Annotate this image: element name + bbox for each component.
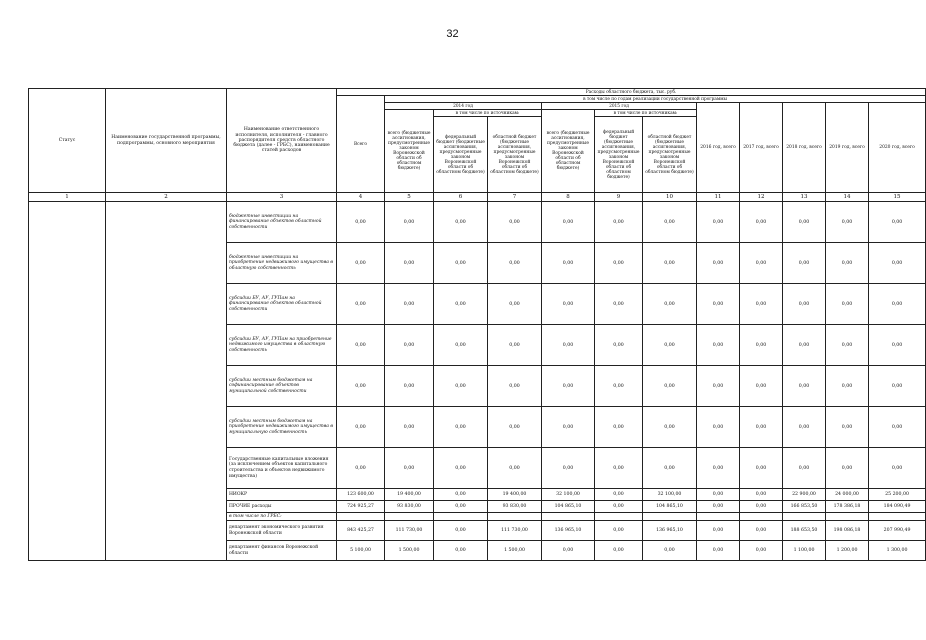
- value-cell: 5 100,00: [337, 541, 385, 561]
- row-label: департамент финансов Воронежской области: [227, 541, 337, 561]
- value-cell: 104 865,10: [643, 501, 697, 513]
- value-cell: 1 500,00: [488, 541, 542, 561]
- value-cell: [542, 513, 595, 521]
- value-cell: 0,00: [542, 284, 595, 325]
- value-cell: 188 653,50: [783, 521, 826, 541]
- value-cell: 0,00: [434, 366, 488, 407]
- value-cell: 0,00: [783, 407, 826, 448]
- value-cell: 0,00: [595, 325, 643, 366]
- value-cell: 0,00: [697, 501, 740, 513]
- value-cell: 0,00: [697, 325, 740, 366]
- header-2015-federal: федеральный бюджет (бюджетные ассигнования, предусмотренные законом Воронежской области об областном бюджете): [595, 117, 643, 193]
- header-expenses: Расходы областного бюджета, тыс. руб.: [337, 89, 926, 96]
- value-cell: 0,00: [385, 325, 434, 366]
- table-body: [29, 202, 926, 561]
- value-cell: 0,00: [542, 243, 595, 284]
- column-number: 4: [337, 193, 385, 202]
- value-cell: 32 100,00: [542, 489, 595, 501]
- value-cell: 0,00: [542, 366, 595, 407]
- value-cell: 136 965,10: [542, 521, 595, 541]
- column-number: 7: [488, 193, 542, 202]
- value-cell: 0,00: [783, 243, 826, 284]
- row-label: субсидии БУ, АУ, ГУПам на приобретение недвижимого имущества в областную собственность: [227, 325, 337, 366]
- value-cell: 0,00: [740, 501, 783, 513]
- value-cell: 0,00: [783, 284, 826, 325]
- value-cell: 0,00: [337, 407, 385, 448]
- header-total: Всего: [337, 96, 385, 193]
- value-cell: 136 965,10: [643, 521, 697, 541]
- value-cell: 1 100,00: [783, 541, 826, 561]
- value-cell: 0,00: [697, 407, 740, 448]
- value-cell: 0,00: [697, 448, 740, 489]
- value-cell: [385, 513, 434, 521]
- page-number: 32: [446, 28, 459, 40]
- value-cell: 0,00: [740, 325, 783, 366]
- header-responsible: Наименование ответственного исполнителя, исполнителя - главного распорядителя средств областного бюджета (далее - ГРБС), наименование статей расходов: [227, 89, 337, 193]
- value-cell: 0,00: [697, 541, 740, 561]
- value-cell: 207 990,49: [869, 521, 926, 541]
- header-2019: 2019 год, всего: [826, 103, 869, 193]
- value-cell: 0,00: [826, 407, 869, 448]
- column-number: 8: [542, 193, 595, 202]
- status-cell: [29, 202, 106, 561]
- value-cell: 724 925,27: [337, 501, 385, 513]
- value-cell: 166 853,50: [783, 501, 826, 513]
- value-cell: 0,00: [869, 407, 926, 448]
- value-cell: 0,00: [385, 407, 434, 448]
- header-year-2015: 2015 год: [542, 103, 697, 110]
- value-cell: 0,00: [869, 202, 926, 243]
- value-cell: 0,00: [740, 541, 783, 561]
- row-label: бюджетные инвестиции на приобретение недвижимого имущества в областную собственность: [227, 243, 337, 284]
- row-label: субсидии БУ, АУ, ГУПам на финансирование объектов областной собственности: [227, 284, 337, 325]
- value-cell: 0,00: [434, 489, 488, 501]
- column-number: 15: [869, 193, 926, 202]
- column-number: 6: [434, 193, 488, 202]
- value-cell: 0,00: [740, 284, 783, 325]
- value-cell: 111 730,00: [488, 521, 542, 541]
- value-cell: 93 830,00: [488, 501, 542, 513]
- value-cell: 0,00: [434, 407, 488, 448]
- value-cell: 0,00: [337, 366, 385, 407]
- column-number: 12: [740, 193, 783, 202]
- header-2015-sources: в том числе по источникам:: [595, 110, 697, 117]
- value-cell: 0,00: [488, 407, 542, 448]
- value-cell: 0,00: [697, 521, 740, 541]
- value-cell: 104 865,10: [542, 501, 595, 513]
- value-cell: [434, 513, 488, 521]
- row-label: ПРОЧИЕ расходы: [227, 501, 337, 513]
- value-cell: 0,00: [869, 243, 926, 284]
- value-cell: 0,00: [595, 489, 643, 501]
- row-label: Государственные капитальные вложения (за исключением объектов капитального строительства и объектов недвижимого имущества): [227, 448, 337, 489]
- value-cell: 0,00: [643, 541, 697, 561]
- column-number: 11: [697, 193, 740, 202]
- value-cell: 178 386,18: [826, 501, 869, 513]
- header-2014-federal: федеральный бюджет (бюджетные ассигнования, предусмотренные законом Воронежской области об областном бюджете): [434, 117, 488, 193]
- value-cell: 0,00: [595, 407, 643, 448]
- value-cell: 25 200,00: [869, 489, 926, 501]
- value-cell: 0,00: [434, 202, 488, 243]
- value-cell: 0,00: [740, 202, 783, 243]
- value-cell: 0,00: [740, 521, 783, 541]
- row-label: бюджетные инвестиции на финансирование объектов областной собственности: [227, 202, 337, 243]
- value-cell: 0,00: [643, 243, 697, 284]
- value-cell: 0,00: [740, 407, 783, 448]
- value-cell: 0,00: [337, 243, 385, 284]
- value-cell: 0,00: [595, 243, 643, 284]
- budget-table: [28, 88, 926, 561]
- column-number: 10: [643, 193, 697, 202]
- value-cell: 32 100,00: [643, 489, 697, 501]
- header-2016: 2016 год, всего: [697, 103, 740, 193]
- column-number: 5: [385, 193, 434, 202]
- value-cell: 0,00: [488, 243, 542, 284]
- value-cell: 0,00: [740, 489, 783, 501]
- value-cell: 0,00: [783, 366, 826, 407]
- value-cell: 0,00: [337, 448, 385, 489]
- value-cell: 0,00: [643, 366, 697, 407]
- value-cell: 0,00: [434, 501, 488, 513]
- header-2015-regional: областной бюджет (бюджетные ассигнования, предусмотренные законом Воронежской области об областном бюджете): [643, 117, 697, 193]
- value-cell: 0,00: [869, 366, 926, 407]
- value-cell: 0,00: [869, 325, 926, 366]
- value-cell: 843 425,27: [337, 521, 385, 541]
- header-2017: 2017 год, всего: [740, 103, 783, 193]
- header-by-years: в том числе по годам реализации государственной программы: [385, 96, 926, 103]
- row-label: субсидии местным бюджетам на приобретение недвижимого имущества в муниципальную собственность: [227, 407, 337, 448]
- header-2014-regional: областной бюджет (бюджетные ассигнования, предусмотренные законом Воронежской области об областном бюджете): [488, 117, 542, 193]
- value-cell: 0,00: [595, 284, 643, 325]
- header-2020: 2020 год, всего: [869, 103, 926, 193]
- value-cell: 0,00: [826, 448, 869, 489]
- value-cell: 0,00: [385, 366, 434, 407]
- value-cell: 0,00: [783, 448, 826, 489]
- header-program-name: Наименование государственной программы, подпрограммы, основного мероприятия: [106, 89, 227, 193]
- value-cell: 0,00: [595, 521, 643, 541]
- value-cell: 1 200,00: [826, 541, 869, 561]
- value-cell: 0,00: [643, 407, 697, 448]
- column-index-row: [29, 193, 926, 202]
- value-cell: 0,00: [595, 501, 643, 513]
- value-cell: 0,00: [542, 541, 595, 561]
- value-cell: [337, 513, 385, 521]
- value-cell: 0,00: [595, 541, 643, 561]
- value-cell: 0,00: [740, 243, 783, 284]
- value-cell: 0,00: [488, 284, 542, 325]
- value-cell: [826, 513, 869, 521]
- value-cell: [488, 513, 542, 521]
- value-cell: 0,00: [434, 541, 488, 561]
- row-label: НИОКР: [227, 489, 337, 501]
- row-label: субсидии местным бюджетам на софинансирование объектов муниципальной собственности: [227, 366, 337, 407]
- value-cell: 0,00: [595, 202, 643, 243]
- value-cell: [697, 513, 740, 521]
- value-cell: 0,00: [488, 448, 542, 489]
- value-cell: 0,00: [434, 243, 488, 284]
- value-cell: 1 500,00: [385, 541, 434, 561]
- value-cell: 0,00: [542, 448, 595, 489]
- column-number: 9: [595, 193, 643, 202]
- value-cell: [643, 513, 697, 521]
- value-cell: 123 600,00: [337, 489, 385, 501]
- table-header: [29, 89, 926, 202]
- value-cell: 0,00: [697, 243, 740, 284]
- value-cell: 0,00: [488, 202, 542, 243]
- value-cell: 0,00: [740, 448, 783, 489]
- value-cell: 0,00: [643, 202, 697, 243]
- column-number: 3: [227, 193, 337, 202]
- value-cell: 0,00: [337, 202, 385, 243]
- value-cell: 0,00: [697, 202, 740, 243]
- header-2015-total: всего (бюджетные ассигнования, предусмотренные законом Воронежской области об областном бюджете): [542, 110, 595, 193]
- column-number: 14: [826, 193, 869, 202]
- column-number: 13: [783, 193, 826, 202]
- value-cell: 0,00: [337, 325, 385, 366]
- value-cell: 0,00: [488, 366, 542, 407]
- value-cell: 0,00: [697, 366, 740, 407]
- value-cell: [595, 513, 643, 521]
- value-cell: 0,00: [869, 448, 926, 489]
- header-year-2014: 2014 год: [385, 103, 542, 110]
- value-cell: 0,00: [826, 284, 869, 325]
- value-cell: 0,00: [542, 407, 595, 448]
- value-cell: [869, 513, 926, 521]
- program-name-cell: [106, 202, 227, 561]
- value-cell: 0,00: [337, 284, 385, 325]
- value-cell: 0,00: [595, 366, 643, 407]
- value-cell: 93 830,00: [385, 501, 434, 513]
- value-cell: [740, 513, 783, 521]
- header-status: Статус: [29, 89, 106, 193]
- header-2014-total: всего (бюджетные ассигнования, предусмотренные законом Воронежской области об областном бюджете): [385, 110, 434, 193]
- value-cell: 0,00: [434, 521, 488, 541]
- value-cell: 19 400,00: [488, 489, 542, 501]
- value-cell: 198 086,18: [826, 521, 869, 541]
- value-cell: [783, 513, 826, 521]
- value-cell: 0,00: [385, 243, 434, 284]
- value-cell: 0,00: [643, 325, 697, 366]
- column-number: 1: [29, 193, 106, 202]
- header-2018: 2018 год, всего: [783, 103, 826, 193]
- value-cell: 0,00: [740, 366, 783, 407]
- value-cell: 0,00: [434, 325, 488, 366]
- value-cell: 19 400,00: [385, 489, 434, 501]
- value-cell: 0,00: [643, 284, 697, 325]
- value-cell: 0,00: [826, 366, 869, 407]
- value-cell: 0,00: [783, 202, 826, 243]
- value-cell: 24 000,00: [826, 489, 869, 501]
- value-cell: 0,00: [488, 325, 542, 366]
- header-2014-sources: в том числе по источникам:: [434, 110, 542, 117]
- value-cell: 0,00: [783, 325, 826, 366]
- value-cell: 0,00: [542, 325, 595, 366]
- value-cell: 1 300,00: [869, 541, 926, 561]
- value-cell: 0,00: [826, 243, 869, 284]
- value-cell: 0,00: [697, 489, 740, 501]
- value-cell: 0,00: [385, 284, 434, 325]
- value-cell: 0,00: [869, 284, 926, 325]
- value-cell: 0,00: [826, 202, 869, 243]
- value-cell: 0,00: [434, 284, 488, 325]
- value-cell: 0,00: [595, 448, 643, 489]
- value-cell: 0,00: [385, 448, 434, 489]
- row-label: в том числе по ГРБС:: [227, 513, 337, 521]
- value-cell: 111 730,00: [385, 521, 434, 541]
- value-cell: 0,00: [434, 448, 488, 489]
- value-cell: 0,00: [542, 202, 595, 243]
- value-cell: 0,00: [826, 325, 869, 366]
- value-cell: 184 090,49: [869, 501, 926, 513]
- row-label: департамент экономического развития Воронежской области: [227, 521, 337, 541]
- value-cell: 0,00: [643, 448, 697, 489]
- column-number: 2: [106, 193, 227, 202]
- value-cell: 0,00: [385, 202, 434, 243]
- value-cell: 0,00: [697, 284, 740, 325]
- table-row: [29, 202, 926, 243]
- value-cell: 22 900,00: [783, 489, 826, 501]
